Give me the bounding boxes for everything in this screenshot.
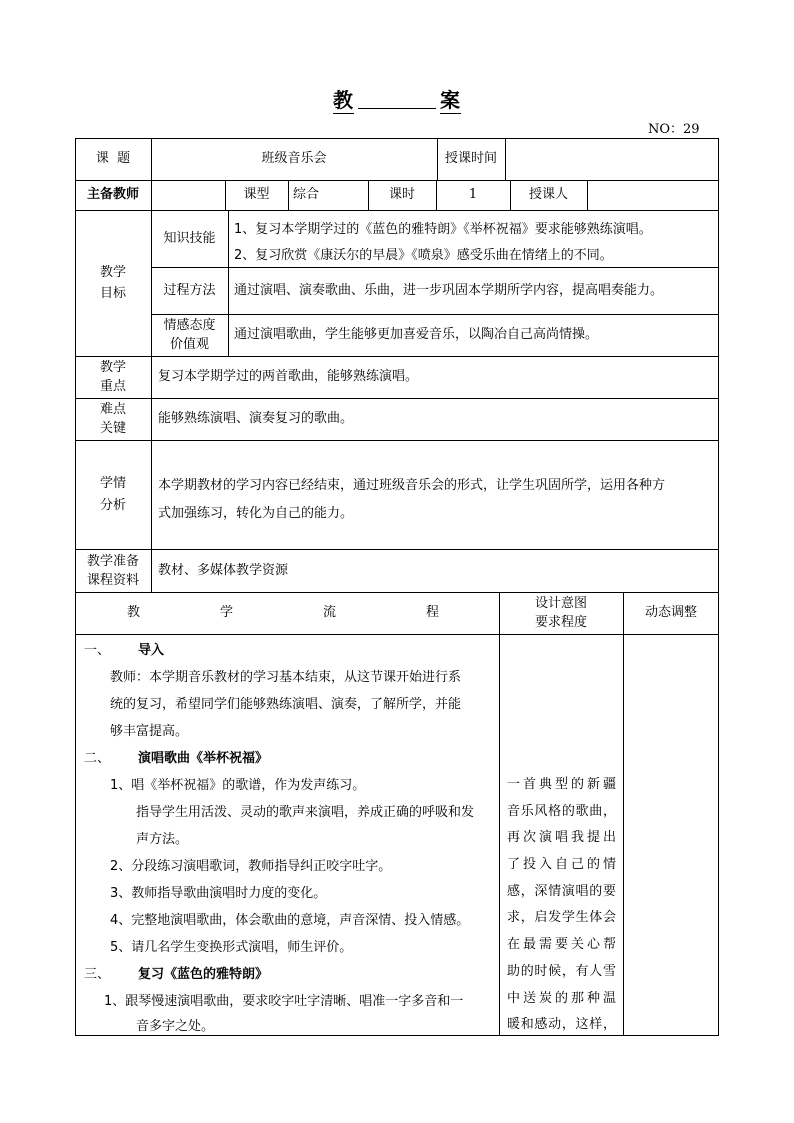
process-text: 通过演唱、演奏歌曲、乐曲，进一步巩固本学期所学内容，提高唱奏能力。: [234, 282, 664, 298]
lecturer-value: [587, 180, 719, 210]
keypoint-label-line2: 重点: [99, 379, 126, 394]
design-note-line: 感，深情演唱的要: [507, 883, 616, 899]
flow-header-char: 学: [220, 605, 234, 620]
design-note-line: 了投入自己的情: [507, 857, 616, 873]
topic-label: 课 题: [95, 151, 131, 166]
section-2-item: 3、教师指导歌曲演唱时力度的变化。: [110, 886, 327, 901]
section-2-item: 4、完整地演唱歌曲，体会歌曲的意境，声音深情、投入情感。: [110, 913, 470, 928]
design-note-line: 在最需要关心帮: [507, 937, 616, 953]
row-divider: [75, 440, 719, 441]
analysis-label-line1: 学情: [99, 475, 126, 491]
knowledge-label: 知识技能: [163, 230, 216, 246]
design-note-line: 再次演唱我提出: [507, 830, 616, 846]
document-title: [0, 84, 794, 114]
process-label: 过程方法: [163, 282, 216, 298]
analysis-text: [158, 472, 716, 532]
dynamic-adjust-header: 动态调整: [644, 605, 697, 620]
teacher-value: [151, 180, 225, 210]
col-divider: [499, 592, 500, 1036]
design-header-line1: 设计意图: [534, 596, 587, 611]
goals-label-line1: 教学: [99, 265, 126, 280]
col-divider: [288, 180, 289, 210]
section-3-title: 复习《蓝色的雅特朗》: [138, 967, 269, 982]
topic-value: 班级音乐会: [261, 151, 327, 166]
type-label: 课型: [243, 187, 270, 202]
prep-text: 教材、多媒体教学资源: [158, 562, 289, 578]
prep-label: [75, 549, 151, 592]
type-value: 综合: [293, 187, 320, 202]
section-2-number: 二、: [84, 751, 111, 766]
section-2-title: 演唱歌曲《举杯祝福》: [138, 751, 269, 766]
design-note-line: 助的时候，有人雪: [507, 963, 616, 979]
section-1-paragraph: 教师：本学期音乐教材的学习基本结束，从这节课开始进行系: [110, 670, 462, 685]
hours-value: 1: [468, 187, 478, 202]
design-note-line: 一首典型的新疆: [507, 777, 616, 792]
keypoint-text: 复习本学期学过的两首歌曲，能够熟练演唱。: [158, 369, 419, 384]
emotion-label-line2: 价值观: [169, 337, 209, 352]
design-note-line: 音乐风格的歌曲，: [507, 803, 616, 819]
difficulty-label: [75, 398, 151, 440]
goals-label: [75, 210, 151, 356]
flow-header-char: 流: [323, 605, 337, 620]
flow-header-char: 教: [127, 605, 141, 620]
design-note-line: 暖和感动，这样，: [507, 1017, 616, 1033]
section-2-item: 2、分段练习演唱歌词，教师指导纠正咬字吐字。: [110, 859, 392, 874]
section-2-item: 声方法。: [136, 832, 189, 847]
section-2-item: 5、请几名学生变换形式演唱，师生评价。: [110, 940, 353, 955]
teacher-label: 主备教师: [86, 187, 139, 202]
lesson-number: NO：29: [648, 122, 700, 137]
prep-label-line2: 课程资料: [86, 572, 139, 588]
keypoint-label: [75, 356, 151, 398]
emotion-label: [151, 314, 228, 356]
knowledge-line-2: 2、复习欣赏《康沃尔的早晨》《喷泉》感受乐曲在情绪上的不同。: [234, 248, 613, 263]
section-2-item: 指导学生用活泼、灵动的歌声来演唱，养成正确的呼吸和发: [136, 805, 475, 820]
knowledge-line-1: 1、复习本学期学过的《蓝色的雅特朗》《举杯祝福》要求能够熟练演唱。: [234, 222, 652, 237]
design-notes: [507, 772, 616, 1039]
section-1-number: 一、: [84, 643, 111, 658]
analysis-label-line2: 分析: [99, 497, 126, 513]
section-2-item: 1、唱《举杯祝福》的歌谱，作为发声练习。: [110, 778, 366, 793]
design-intent-header: [499, 592, 623, 634]
title-char-2: 案: [440, 84, 461, 114]
difficulty-text: 能够熟练演唱、演奏复习的歌曲。: [158, 411, 354, 426]
knowledge-text: [234, 217, 718, 267]
flow-header-title: [75, 592, 499, 634]
col-divider: [228, 210, 229, 356]
design-header-line2: 要求程度: [534, 615, 587, 630]
analysis-line-2: 式加强练习，转化为自己的能力。: [158, 506, 354, 521]
difficulty-label-line1: 难点: [99, 402, 126, 417]
title-char-1: 教: [333, 84, 354, 114]
prep-label-line1: 教学准备: [86, 553, 139, 569]
title-underline-gap: [358, 106, 436, 109]
section-3-number: 三、: [84, 967, 111, 982]
goals-label-line2: 目标: [99, 286, 126, 301]
section-1-title: 导入: [138, 643, 165, 658]
keypoint-label-line1: 教学: [99, 360, 126, 375]
hours-label: 课时: [388, 187, 415, 202]
design-note-line: 求，启发学生体会: [507, 910, 616, 926]
emotion-label-line1: 情感态度: [163, 318, 216, 333]
analysis-line-1: 本学期教材的学习内容已经结束，通过班级音乐会的形式，让学生巩固所学，运用各种方: [158, 478, 666, 493]
design-note-line: 中送炭的那种温: [507, 990, 616, 1006]
section-3-item: 音多字之处。: [136, 1019, 215, 1034]
time-label: 授课时间: [444, 151, 497, 166]
section-1-paragraph: 统的复习，希望同学们能够熟练演唱、演奏，了解所学，并能: [110, 697, 462, 712]
analysis-label: [75, 440, 151, 549]
emotion-text: 通过演唱歌曲，学生能够更加喜爱音乐，以陶冶自己高尚情操。: [234, 327, 599, 342]
time-value: [505, 138, 719, 180]
lecturer-label: 授课人: [528, 187, 568, 202]
flow-header-char: 程: [426, 605, 440, 620]
difficulty-label-line2: 关键: [99, 421, 126, 436]
col-divider: [623, 592, 624, 1036]
section-1-paragraph: 够丰富提高。: [110, 724, 189, 739]
section-3-item: 1、跟琴慢速演唱歌曲，要求咬字吐字清晰、唱准一字多音和一: [104, 994, 464, 1009]
adjust-notes: [626, 640, 716, 1030]
